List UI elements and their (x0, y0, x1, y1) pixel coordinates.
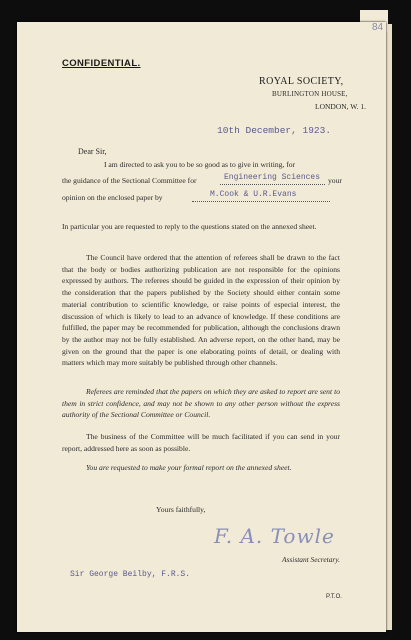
committee-name: Engineering Sciences (224, 173, 321, 182)
confidential-heading: CONFIDENTIAL. (62, 58, 141, 69)
address-line-1: ROYAL SOCIETY, (259, 76, 344, 87)
address-line-3: LONDON, W. 1. (315, 102, 367, 111)
pto-note: P.T.O. (326, 594, 342, 600)
request-line-2-post: your (328, 176, 342, 185)
committee-underline (220, 184, 325, 185)
request-line-1: I am directed to ask you to be so good as to give in writing, for (104, 160, 296, 169)
request-line-2-pre: the guidance of the Sectional Committee for (62, 176, 197, 185)
recipient: Sir George Beilby, F.R.S. (70, 570, 191, 579)
business-paragraph: The business of the Committee will be much facilitated if you can send in your report, addressed here as soon as possible. (62, 432, 340, 453)
letter-date: 10th December, 1923. (217, 125, 332, 136)
request-line-3-pre: opinion on the enclosed paper by (62, 193, 163, 202)
address-line-2: BURLINGTON HOUSE, (272, 90, 348, 98)
reply-paragraph: In particular you are requested to reply to the questions stated on the annexed sheet. (62, 222, 317, 231)
authors-underline (192, 201, 330, 202)
confidence-paragraph: Referees are reminded that the papers on which they are asked to report are sent to them in strict confidence, and may not be shown to any other person without the express authority of the Sectional Committee or Council. (62, 387, 340, 420)
page-number: 84 (372, 22, 384, 33)
closing: Yours faithfully, (156, 505, 206, 514)
signature: F. A. Towle (214, 524, 335, 548)
formal-report-paragraph: You are requested to make your formal report on the annexed sheet. (86, 463, 292, 472)
salutation: Dear Sir, (78, 147, 107, 156)
council-paragraph: The Council have ordered that the attention of referees shall be drawn to the fact that the body or bodies authorizing publication are not responsible for the opinions expressed by authors. The referees should be guided in the expression of their opinion by the consideration that the papers published by the Society should either contain some material contribution to scientific knowledge, or raise points of especial interest, the discussion of which is likely to lead to an advance of knowledge. If these conditions are fulfilled, the paper may be recommended for publication, although the conclusions drawn by the author may not be fully established. An adverse report, on the other hand, may be given on the ground that the paper is one elaborating points of detail, or dealing with matters which may more suitably be published through other channels. (62, 253, 340, 368)
paper-authors: M.Cook & U.R.Evans (210, 190, 297, 199)
signer-title: Assistant Secretary. (282, 555, 341, 564)
